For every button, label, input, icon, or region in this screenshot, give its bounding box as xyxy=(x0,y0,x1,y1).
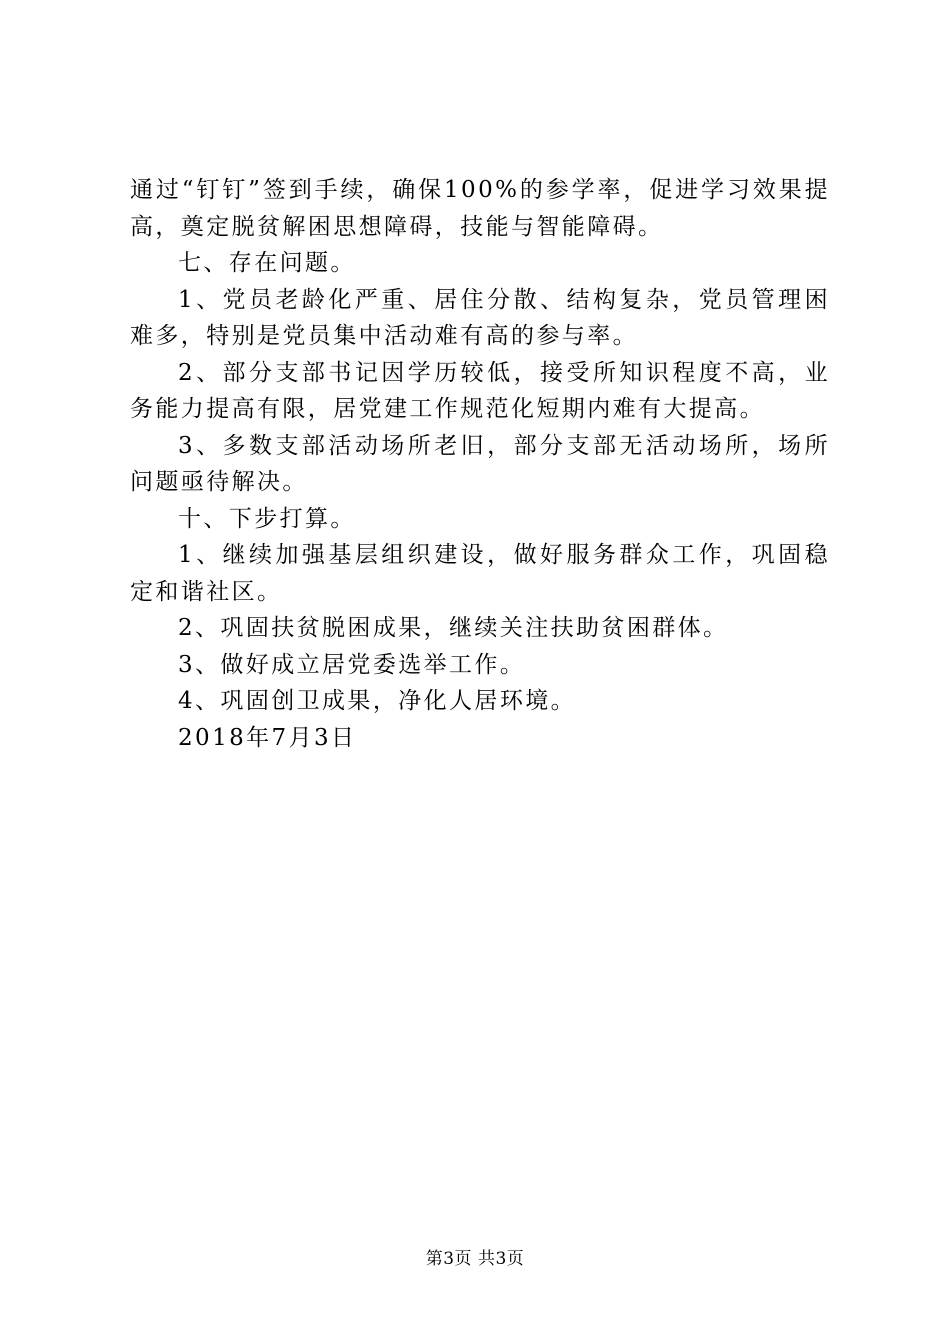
problem-item-2: 2、部分支部书记因学历较低，接受所知识程度不高，业务能力提高有限，居党建工作规范化短期内难有大提高。 xyxy=(130,359,830,422)
paragraph-intro-continuation: 通过“钉钉”签到手续，确保100%的参学率，促进学习效果提高，奠定脱贫解困思想障碍，技能与智能障碍。 xyxy=(130,177,830,240)
plan-item-3: 3、做好成立居党委选举工作。 xyxy=(178,651,526,678)
plan-item-2: 2、巩固扶贫脱困成果，继续关注扶助贫困群体。 xyxy=(178,615,729,641)
section-heading-next-plans: 十、下步打算。 xyxy=(178,505,356,532)
plan-item-4: 4、巩固创卫成果，净化人居环境。 xyxy=(178,688,577,714)
document-body xyxy=(130,172,830,756)
document-date: 2018年7月3日 xyxy=(178,724,357,751)
problem-item-1: 1、党员老龄化严重、居住分散、结构复杂，党员管理困难多，特别是党员集中活动难有高的参与率。 xyxy=(130,286,830,349)
page-number-footer: 第3页 共3页 xyxy=(425,1249,525,1269)
problem-item-3: 3、多数支部活动场所老旧，部分支部无活动场所，场所问题亟待解决。 xyxy=(130,432,830,495)
section-heading-existing-problems: 七、存在问题。 xyxy=(178,250,356,276)
plan-item-1: 1、继续加强基层组织建设，做好服务群众工作，巩固稳定和谐社区。 xyxy=(130,542,830,605)
